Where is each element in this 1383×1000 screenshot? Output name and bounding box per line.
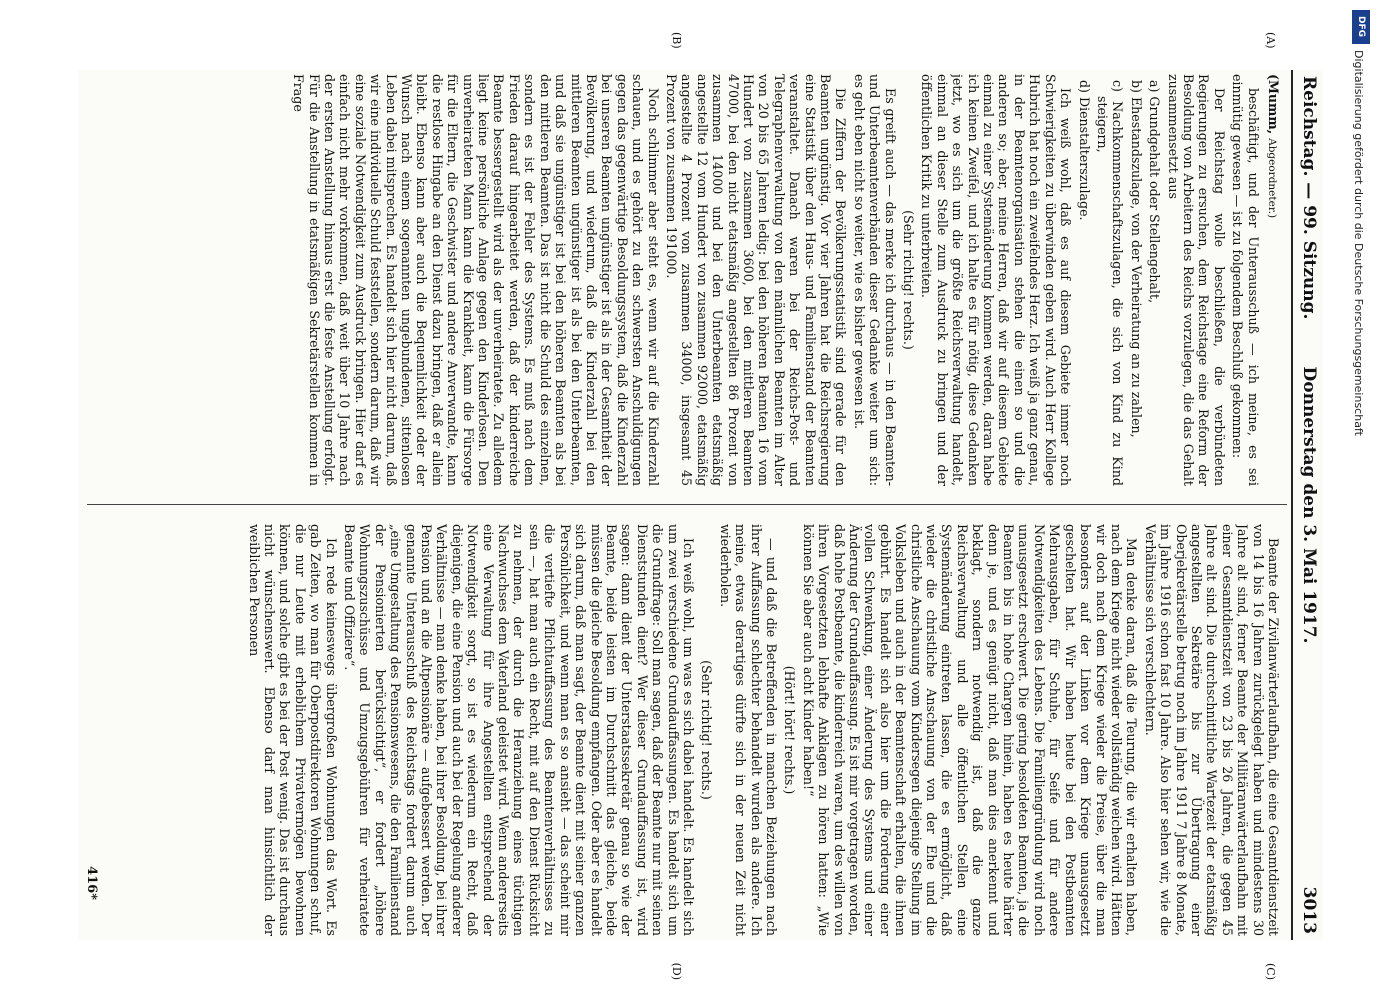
paragraph: Ich rede keineswegs übergroßen Wohnungen das Wort. Es gab Zeiten, wo man für Oberpostdirektoren Wohnungen schuf, die nur Leute mit erheblichem Privatvermögen bewohnen können, und solche gibt es bei der Post wenig. Das ist durchaus nicht wünschenswert. Ebenso darf man hinsichtlich der weiblichen Personen [246, 524, 339, 936]
paragraph: — und daß die Betreffenden in manchen Beziehungen nach ihrer Auffassung schlechter behandelt wurden als andere. Ich meine, etwas derartiges dürfte sich in der neuen Zeit nicht wiederholen. [717, 524, 779, 936]
speaker-label [1264, 74, 1281, 486]
list-item: d) Dienstalterszulage. [1076, 80, 1092, 221]
header-date: Donnerstag den 3. Mai 1917. [1299, 366, 1319, 644]
document-page [78, 32, 1323, 980]
header-page-number: 3013 [1299, 886, 1319, 934]
left-column [86, 74, 1281, 486]
paragraph: beschäftigt, und der Unterausschuß — ich meine, es sei einmütig gewesen — ist zu folgendem Beschluß gekommen: [1230, 74, 1261, 486]
list-item: b) Ehestandszulage, von der Verheiratung an zu zahlen, [1128, 80, 1144, 438]
margin-mark-d: (D) [670, 962, 683, 980]
footer-page-number: 416* [84, 866, 99, 900]
paragraph: Ich weiß wohl, um was es sich dabei handelt. Es handelt sich um zwei verschiedene Grundauffassungen. Es handelt sich um die Grundfrage: Soll man sagen, daß der Beamte nur mit seinen Dienststunden dient? Wer dieser Grundauffassung ist, wird sagen: dann dient der Unterstaatssekretär genau so wie der Beamte, beide leisten im Durchschnitt das gleiche, beide müssen die gleiche Besoldung empfangen. Oder aber es handelt sich darum, daß man sagt, der Beamte dient mit seiner ganzen Persönlichkeit, und wenn man es so ansieht — das scheint mir die vertiefte Pflichtauffassung des Beamtenverhältnisses zu sein —, hat man auch ein Recht, mit auf den Dienst Rücksicht zu nehmen, der durch die Heranziehung eines tüchtigen Nachwuchses dem Vaterland geleistet wird. Wenn andererseits eine Verwaltung für ihre Angestellten entsprechend der Notwendigkeit sorgt, so ist es wiederum ein Recht, daß diejenigen, die eine Pension und auch bei der Regelung anderer Verhältnisse — man denke haben, bei ihrer Besoldung, bei ihrer Pension und an die Altpensionäre — aufgebessert werden. Der genannte Unterausschuß des Reichstags fordert darum auch „eine Umgestaltung des Pensionswesens, die den Familienstand der Pensionierten berücksichtigt“, er fordert „höhere Wohnungszuschüsse und Umzugsgebühren für verheiratete Beamte und Offiziere“. [342, 524, 696, 936]
dfg-sidebar [1348, 6, 1374, 996]
margin-mark-a: (A) [1264, 32, 1277, 49]
dfg-credit-text: Digitalisierung gefördert durch die Deutsche Forschungsgemeinschaft [1352, 50, 1365, 436]
speaker-name: (Mumm, [1266, 74, 1281, 135]
paragraph: Beamte der Zivilanwärterlaufbahn, die eine Gesamtdienstzeit von 14 bis 16 Jahren zurückgelegt haben und mindestens 30 Jahre alt sind, ferner Beamte der Militäranwärterlaufbahn mit einer Gesamtdienstzeit von 23 bis 26 Jahren, die gegen 45 Jahre alt sind. Die durchschnittliche Wartezeit der etatsmäßig angestellten Sekretäre bis zur Übertragung einer Oberjekretärstelle betrug noch im Jahre 1911 7 Jahre 8 Monate, im Jahre 1916 schon fast 10 Jahre. Also hier sehen wir, wie die Verhältnisse sich verschlechtern. [1142, 524, 1281, 936]
page-header [1291, 70, 1323, 940]
paragraph: Noch schlimmer aber steht es, wenn wir auf die Kinderzahl schauen, und es gehört zu den schwersten Anschuldigungen gegen das gegenwärtige Besoldungssystem, daß die Kinderzahl bei unseren Beamten ungünstiger ist als in der Gesamtheit der Bevölkerung, und wiederum, daß die Kinderzahl bei den mittleren Beamten ungünstiger ist als bei den Unterbeamten, und daß sie ungünstiger ist bei den höheren Beamten als bei den mittleren Beamten. Das ist nicht die Schuld des einzelnen, sondern es ist der Fehler des Systems. Es muß nach dem Frieden darauf hingearbeitet werden, daß der kinderreiche Beamte bessergestellt wird als der unverheiratete. Zu alledem liegt keine persönliche Anlage gegen den Kinderlosen. Den unverheirateten Mann kann die Krankheit, kann die Fürsorge für die Eltern, die Geschwister und andere Anverwandte, kann die restlose Hingabe an den Dienst dazu bringen, daß er allein bleibt. Ebenso kann aber auch die Bequemlichkeit oder der Wunsch nach einem sogenannten ungebundenen, sittenlosen Leben dabei mitsprechen. Es handelt sich hier nicht darum, daß wir eine individuelle Schuld feststellen, sondern darum, daß wir eine soziale Notwendigkeit zum Ausdruck bringen. Hier darf es einfach nicht mehr vorkommen, daß weit über 10 Jahre nach der ersten Anstellung hinaus erst die feste Anstellung erfolgt. Für die Anstellung in etatsmäßigen Sekretärstellen kommen in Frage [291, 74, 661, 486]
interjection: (Sehr richtig! rechts.) [901, 210, 917, 350]
paragraph: Man denke daran, daß die Teurung, die wir erhalten haben, nach dem Kriege nicht wieder vollständig weichen wird. Hätten wir doch nach dem Kriege wieder die Preise, über die man besonders auf der Linken vor dem Kriege unausgesetzt geschelten hat. Wir haben heute bei den Postbeamten Mehrausgaben, für Schuhe, für Seife und für andere Notwendigkeiten des Lebens. Die Familiengründung wird noch unausgesetzt erschwert. Die gering besoldeten Beamten, ja die Beamten bis in hohe Chargen hinein, haben es heute härter denn je, und es genügt nicht, daß man dies anerkennt und beklagt, sondern notwendig ist, daß die ganze Reichsverwaltung und alle öffentlichen Stellen eine Systemänderung eintreten lassen, die es ermöglicht, daß wieder die christliche Anschauung von der Ehe und die christliche Anschauung vom Kindersegen diejenige Stellung im Volksleben und auch in der Beamtenschaft erhalten, die ihnen gebührt. Es handelt sich also hier um die Forderung einer vollen Schwenkung, einer Änderung des Systems und einer Änderung der Grundauffassung. Es ist mir vorgetragen worden, daß hohe Postbeamte, die kinderreich waren, um des willen von ihren Vorgesetzten lebhafte Anklagen zu hören hatten: „Wie können Sie aber auch acht Kinder haben!“ [800, 524, 1140, 936]
paragraph: Es greift auch — das merke ich durchaus — in den Beamten- und Unterbeamtenverbänden dieser Gedanke weiter um sich: es geht eben nicht so weiter, wie es bisher gewesen ist. [851, 74, 898, 486]
list-item: a) Grundgehalt oder Stellengehalt, [1147, 80, 1163, 304]
margin-mark-c: (C) [1264, 963, 1277, 980]
list-item: c) Nachkommenschaftszulagen, die sich von Kind zu Kind steigern, [1094, 80, 1126, 486]
speaker-role: Abgeordneter.) [1266, 138, 1278, 219]
header-left: Reichstag. — 99. Sitzung. [1299, 76, 1319, 320]
interjection: (Sehr richtig! rechts.) [699, 660, 715, 800]
paragraph: Der Reichstag wolle beschließen, die verbündeten Regierungen zu ersuchen, dem Reichstage eine Reform der Besoldung von Arbeitern des Reichs vorzulegen, die das Gehalt zusammensetzt aus [1165, 74, 1227, 486]
interjection: (Hört! hört! rechts.) [782, 665, 798, 795]
right-column [86, 524, 1281, 936]
column-divider [87, 504, 1287, 505]
margin-mark-b: (B) [670, 32, 683, 49]
paragraph: Ich weiß wohl, daß es auf diesem Gebiete immer noch Schwierigkeiten zu überwinden geben wird. Auch Herr Kollege Hubrich hat noch ein zweifelndes Herz. Ich weiß ja ganz genau, in der Beamtenorganisation stehen die einen so und die anderen so; aber, meine Herren, daß wir auf diesem Gebiete einmal zu einer Systemänderung kommen werden, daran habe ich keinen Zweifel, und ich halte es für nötig, diese Gedanken jetzt, wo es sich um die größte Reichsverwaltung handelt, einmal an dieser Stelle zum Ausdruck zu bringen und der öffentlichen Kritik zu unterbreiten. [919, 74, 1074, 486]
paragraph: Die Ziffern der Bevölkerungsstatistik sind gerade für den Beamten ungünstig. Vor vier Jahren hat die Reichsregierung eine Statistik über den Haus- und Familienstand der Beamten veranstaltet. Danach waren bei der Reichs-Post- und Telegraphenverwaltung von den männlichen Beamten im Alter von 20 bis 65 Jahren ledig: bei den höheren Beamten 16 vom Hundert von zusammen 3600, bei den mittleren Beamten 47000, bei den nicht etatsmäßig angestellten 86 Prozent von zusammen 14000 und bei den Unterbeamten etatsmäßig angestellte 12 vom Hundert von zusammen 92000, etatsmäßig angestellte 4 Prozent von zusammen 34000, insgesamt 45 Prozent von zusammen 191000. [663, 74, 849, 486]
dfg-logo: DFG [1352, 10, 1370, 44]
